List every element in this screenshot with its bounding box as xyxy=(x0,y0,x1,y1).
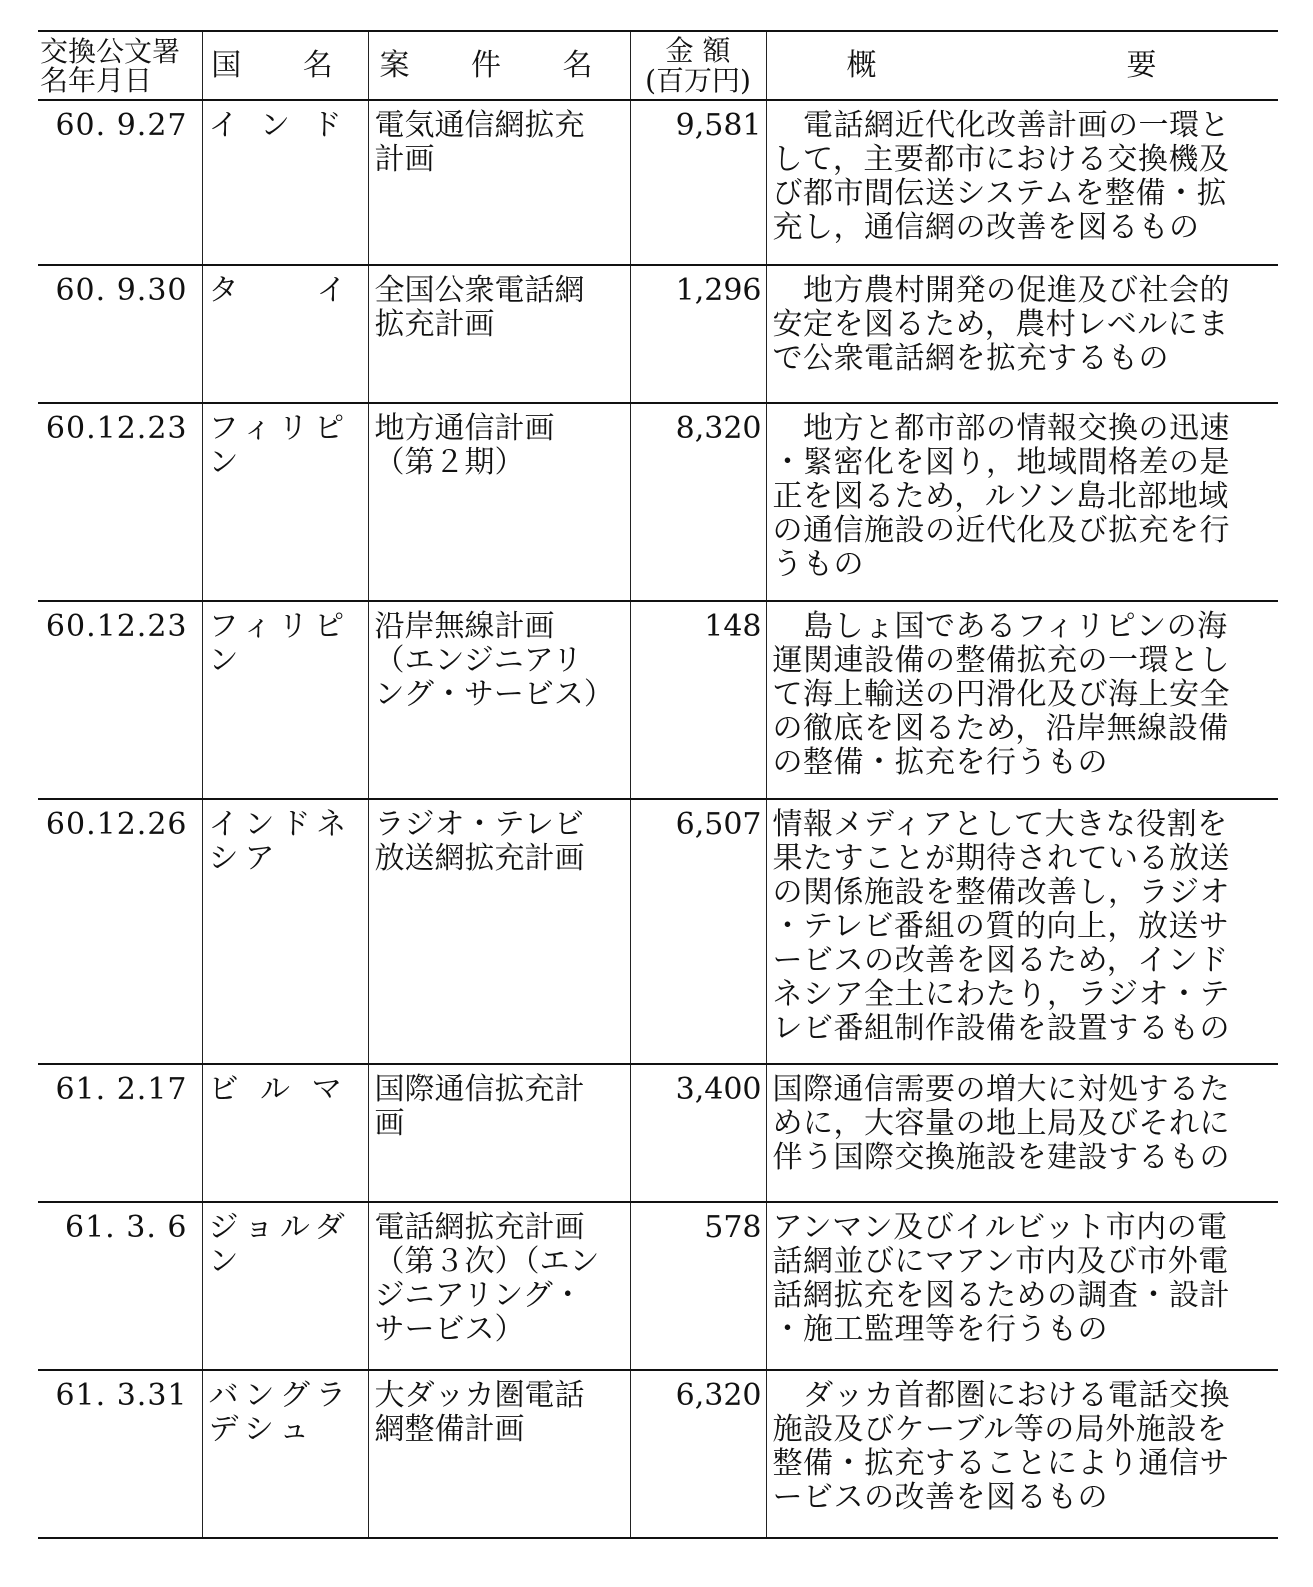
header-project: 案 件 名 xyxy=(368,31,630,100)
cell-date: 61. 3.31 xyxy=(55,1378,188,1413)
table-row xyxy=(38,1064,1278,1202)
cell-country: フィリピン xyxy=(202,601,368,799)
table-header xyxy=(38,31,1278,100)
cell-summary: 情報メディアとして大きな役割を 果たすことが期待されている放送 の関係施設を整備改善し，ラジオ ・テレビ番組の質的向上，放送サ ービスの改善を図るため，インド ネシア全土にわたり，ラジオ・テ レビ番組制作設備を設置するもの xyxy=(766,799,1278,1064)
table-row xyxy=(38,1370,1278,1538)
cell-summary: 電話網近代化改善計画の一環と して，主要都市における交換機及 び都市間伝送システムを整備・拡 充し，通信網の改善を図るもの xyxy=(766,100,1278,265)
cell-amount: 9,581 xyxy=(630,100,766,265)
table-row xyxy=(38,601,1278,799)
cell-date: 60. 9.30 xyxy=(55,273,188,308)
cell-amount: 8,320 xyxy=(630,403,766,601)
cell-country: ジョルダン xyxy=(202,1202,368,1370)
header-amount-line1: 金 額 xyxy=(665,33,731,67)
cell-amount: 6,320 xyxy=(630,1370,766,1538)
cell-date: 60. 9.27 xyxy=(55,108,188,143)
cell-project: 国際通信拡充計 画 xyxy=(368,1064,630,1202)
table-body xyxy=(38,100,1278,1538)
cell-project: 沿岸無線計画 （エンジニアリ ング・サービス） xyxy=(368,601,630,799)
table-row xyxy=(38,100,1278,265)
cell-amount: 148 xyxy=(630,601,766,799)
header-date-line2: 名年月日 xyxy=(40,63,153,97)
cell-summary: 地方農村開発の促進及び社会的 安定を図るため，農村レベルにま で公衆電話網を拡充するもの xyxy=(766,265,1278,403)
cell-amount: 578 xyxy=(630,1202,766,1370)
header-summary-a: 概 xyxy=(846,47,877,83)
document-page xyxy=(38,30,1278,1539)
cell-summary: 島しょ国であるフィリピンの海 運関連設備の整備拡充の一環とし て海上輸送の円滑化及び海上安全 の徹底を図るため，沿岸無線設備 の整備・拡充を行うもの xyxy=(766,601,1278,799)
cell-summary: ダッカ首都圏における電話交換 施設及びケーブル等の局外施設を 整備・拡充することにより通信サ ービスの改善を図るもの xyxy=(766,1370,1278,1538)
cell-country: バングラデシュ xyxy=(202,1370,368,1538)
cell-country: ビ ル マ xyxy=(202,1064,368,1202)
cell-amount: 3,400 xyxy=(630,1064,766,1202)
cell-country: フィリピン xyxy=(202,403,368,601)
cell-summary: 国際通信需要の増大に対処するた めに，大容量の地上局及びそれに 伴う国際交換施設を建設するもの xyxy=(766,1064,1278,1202)
cell-amount: 1,296 xyxy=(630,265,766,403)
cell-date: 61. 2.17 xyxy=(55,1072,188,1107)
header-date xyxy=(38,31,202,100)
cell-date: 60.12.23 xyxy=(45,411,188,446)
table-row xyxy=(38,403,1278,601)
header-amount-line2: (百万円) xyxy=(645,63,751,97)
cell-project: 大ダッカ圏電話 網整備計画 xyxy=(368,1370,630,1538)
table-row xyxy=(38,799,1278,1064)
cell-country: タ イ xyxy=(202,265,368,403)
header-summary-b: 要 xyxy=(1126,47,1157,83)
header-country: 国 名 xyxy=(202,31,368,100)
cell-summary: 地方と都市部の情報交換の迅速 ・緊密化を図り，地域間格差の是 正を図るため，ルソン島北部地域 の通信施設の近代化及び拡充を行 うもの xyxy=(766,403,1278,601)
header-summary xyxy=(766,31,1278,100)
cell-summary: アンマン及びイルビット市内の電 話網並びにマアン市内及び市外電 話網拡充を図るための調査・設計 ・施工監理等を行うもの xyxy=(766,1202,1278,1370)
cell-project: 全国公衆電話網 拡充計画 xyxy=(368,265,630,403)
cell-project: 地方通信計画 （第２期） xyxy=(368,403,630,601)
header-date-line1: 交換公文署 xyxy=(40,34,181,68)
cell-country: インドネシア xyxy=(202,799,368,1064)
cell-amount: 6,507 xyxy=(630,799,766,1064)
cell-project: 電気通信網拡充 計画 xyxy=(368,100,630,265)
cell-date: 60.12.23 xyxy=(45,609,188,644)
header-amount xyxy=(630,31,766,100)
cell-date: 61. 3. 6 xyxy=(65,1210,188,1245)
cell-project: 電話網拡充計画 （第３次）（エン ジニアリング・ サービス） xyxy=(368,1202,630,1370)
aid-projects-table xyxy=(38,30,1278,1539)
table-row xyxy=(38,265,1278,403)
cell-date: 60.12.26 xyxy=(45,807,188,842)
cell-country: イ ン ド xyxy=(202,100,368,265)
table-row xyxy=(38,1202,1278,1370)
cell-project: ラジオ・テレビ 放送網拡充計画 xyxy=(368,799,630,1064)
